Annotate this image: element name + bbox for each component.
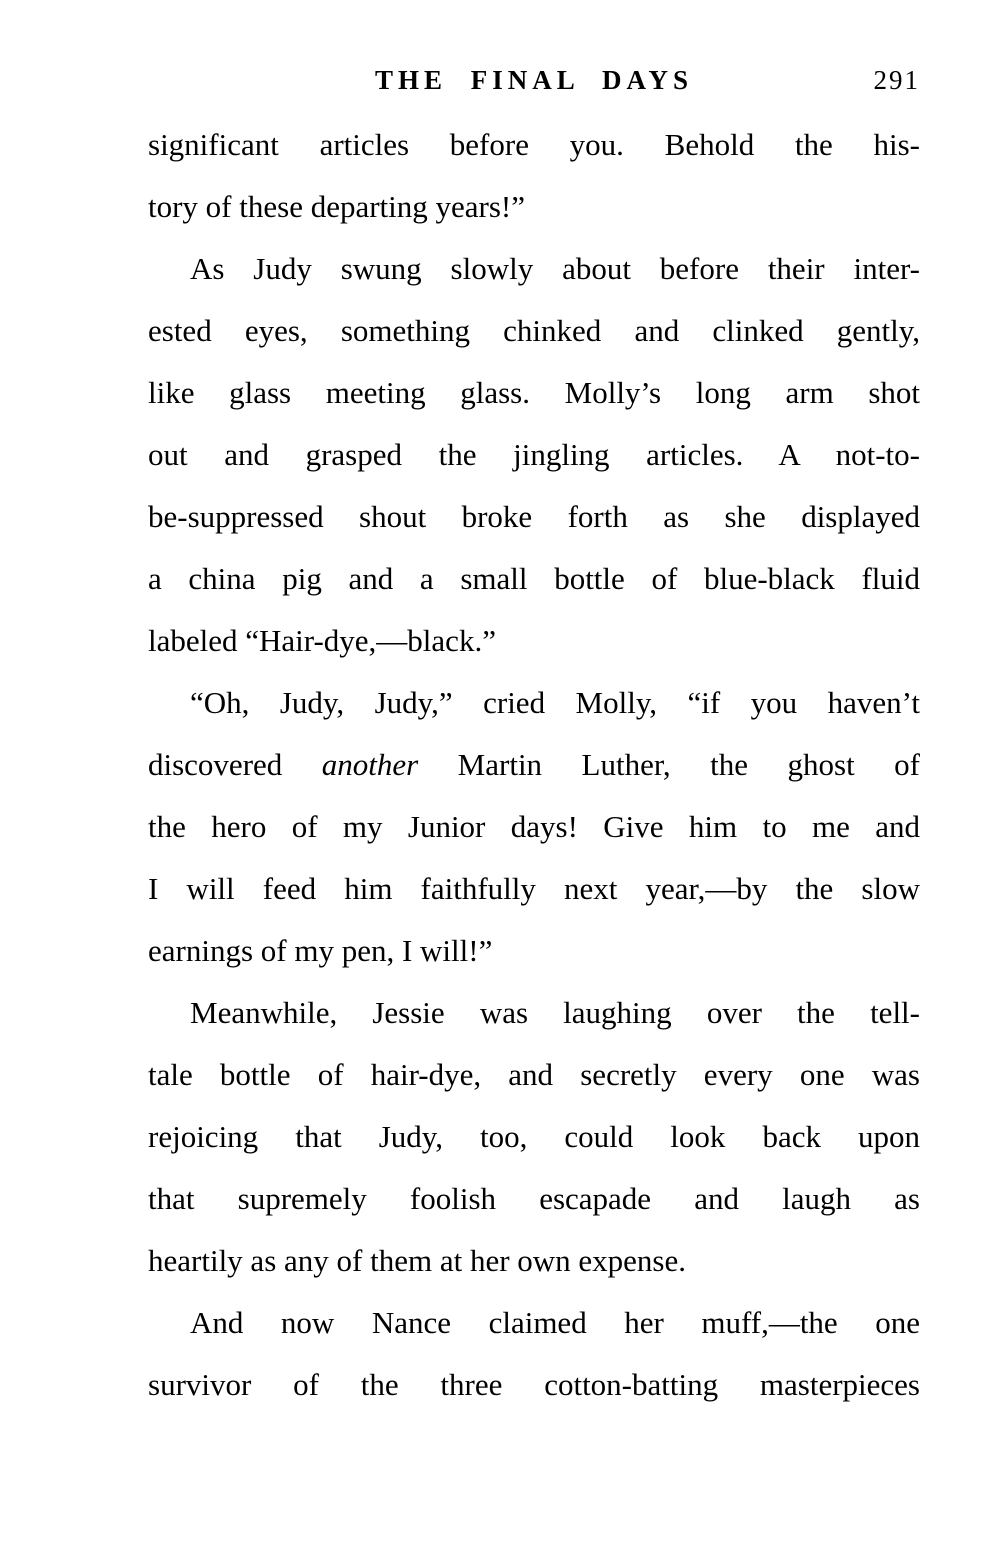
text-segment: like glass meeting glass. Molly’s long arm shot [148,375,920,410]
text-segment: tory of these departing years!” [148,189,526,224]
text-line [148,114,920,176]
running-header-title: THE FINAL DAYS [374,65,694,95]
text-line [148,1044,920,1106]
text-segment: labeled “Hair-dye,—black.” [148,623,496,658]
text-line [148,176,920,238]
text-line [148,1354,920,1416]
text-segment: significant articles before you. Behold the his- [148,127,920,162]
text-segment: discovered [148,747,322,782]
text-segment: out and grasped the jingling articles. A not-to- [148,437,920,472]
text-line [148,548,920,610]
text-segment: As Judy swung slowly about before their inter- [190,251,920,286]
text-line [148,1168,920,1230]
text-line [148,1106,920,1168]
text-segment: tale bottle of hair-dye, and secretly every one was [148,1057,920,1092]
text-segment: earnings of my pen, I will!” [148,933,493,968]
text-segment: survivor of the three cotton-batting masterpieces [148,1367,920,1402]
text-line [148,982,920,1044]
text-line [148,734,920,796]
running-header [148,62,920,104]
text-line [148,858,920,920]
text-segment: the hero of my Junior days! Give him to me and [148,809,920,844]
page-number: 291 [873,65,920,95]
text-line [148,300,920,362]
text-segment: that supremely foolish escapade and laugh as [148,1181,920,1216]
text-line [148,238,920,300]
italic-text: another [321,747,419,782]
page-body [148,114,920,1416]
text-segment: a china pig and a small bottle of blue-black fluid [148,561,920,596]
text-line [148,796,920,858]
text-segment: heartily as any of them at her own expense. [148,1243,687,1278]
text-segment: rejoicing that Judy, too, could look back upon [148,1119,920,1154]
text-line [148,362,920,424]
text-segment: Martin Luther, the ghost of [418,747,920,782]
text-segment: And now Nance claimed her muff,—the one [190,1305,920,1340]
text-line [148,610,920,672]
text-segment: I will feed him faithfully next year,—by the slow [148,871,920,906]
text-segment: Meanwhile, Jessie was laughing over the tell- [190,995,920,1030]
text-line [148,672,920,734]
text-line [148,1230,920,1292]
text-line [148,424,920,486]
text-segment: be-suppressed shout broke forth as she displayed [148,499,920,534]
text-segment: ested eyes, something chinked and clinked gently, [148,313,920,348]
text-line [148,920,920,982]
text-line [148,486,920,548]
text-segment: “Oh, Judy, Judy,” cried Molly, “if you haven’t [190,685,920,720]
text-line [148,1292,920,1354]
